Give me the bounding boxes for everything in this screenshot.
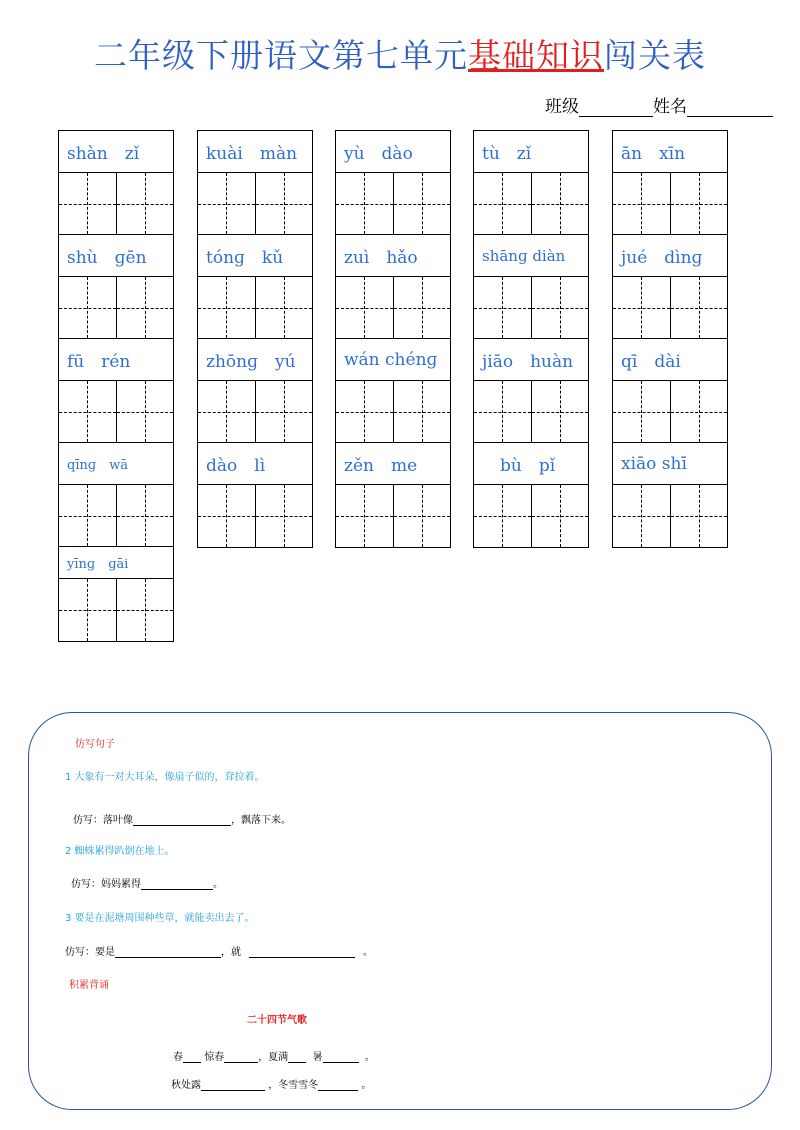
writing-grid[interactable]: [474, 277, 588, 339]
tianzige-cell[interactable]: [59, 579, 116, 641]
pinyin-label: yīnɡ ɡāi: [59, 547, 173, 579]
title-pre: 二年级下册语文第七单元: [94, 36, 468, 75]
writing-grid[interactable]: [336, 173, 450, 235]
name-blank[interactable]: [687, 98, 773, 117]
poem-1a: 春: [173, 1052, 183, 1063]
poem-line-2: [171, 1076, 371, 1091]
pinyin-label: qī dài: [613, 339, 727, 381]
tianzige-cell[interactable]: [531, 485, 589, 547]
pinyin-label: fū rén: [59, 339, 173, 381]
poem-blank[interactable]: [318, 1079, 358, 1091]
class-label: 班级: [545, 97, 579, 117]
writing-grid[interactable]: [336, 277, 450, 339]
answer-3: [65, 943, 373, 958]
writing-grid[interactable]: [336, 485, 450, 547]
poem-1d: 暑: [312, 1052, 323, 1063]
pinyin-label: wán chénɡ: [336, 339, 450, 381]
question-2: 2 蜘蛛累得趴倒在地上。: [65, 846, 175, 857]
tianzige-cell[interactable]: [255, 277, 313, 338]
tianzige-cell[interactable]: [59, 277, 116, 338]
tianzige-cell[interactable]: [393, 381, 451, 442]
tianzige-cell[interactable]: [670, 173, 728, 234]
pinyin-column-4: [473, 130, 589, 548]
answer-3-blank-2[interactable]: [249, 946, 355, 958]
answer-3-mid: ，就: [221, 947, 241, 958]
answer-2-prefix: 仿写：妈妈累得: [71, 879, 141, 890]
poem-title: 二十四节气歌: [247, 1015, 307, 1026]
tianzige-cell[interactable]: [613, 381, 670, 442]
answer-1-prefix: 仿写：落叶像: [73, 815, 133, 826]
tianzige-cell[interactable]: [474, 173, 531, 234]
pinyin-label: jué dìnɡ: [613, 235, 727, 277]
tianzige-cell[interactable]: [613, 277, 670, 338]
writing-grid[interactable]: [59, 485, 173, 547]
poem-2c: 。: [361, 1080, 372, 1091]
title-post: 闯关表: [604, 36, 706, 75]
poem-blank[interactable]: [288, 1051, 306, 1063]
question-3: 3 要是在泥塘周围种些草，就能卖出去了。: [65, 913, 255, 924]
pinyin-label: shānɡ diàn: [474, 235, 588, 277]
tianzige-cell[interactable]: [198, 173, 255, 234]
tianzige-cell[interactable]: [393, 277, 451, 338]
poem-1b: 惊春: [204, 1052, 225, 1063]
answer-2-suffix: 。: [213, 879, 223, 890]
tianzige-cell[interactable]: [336, 173, 393, 234]
writing-grid[interactable]: [613, 277, 727, 339]
writing-grid[interactable]: [198, 277, 312, 339]
pinyin-column-1: [58, 130, 174, 642]
tianzige-cell[interactable]: [59, 485, 116, 546]
tianzige-cell[interactable]: [198, 381, 255, 442]
tianzige-cell[interactable]: [474, 485, 531, 547]
answer-3-suffix: 。: [363, 947, 373, 958]
tianzige-cell[interactable]: [116, 485, 174, 546]
tianzige-cell[interactable]: [116, 579, 174, 641]
tianzige-cell[interactable]: [198, 277, 255, 338]
tianzige-cell[interactable]: [474, 277, 531, 338]
writing-grid[interactable]: [474, 173, 588, 235]
tianzige-cell[interactable]: [670, 381, 728, 442]
pinyin-column-2: [197, 130, 313, 548]
tianzige-cell[interactable]: [531, 381, 589, 442]
writing-grid[interactable]: [59, 579, 173, 641]
pinyin-label: tónɡ kǔ: [198, 235, 312, 277]
writing-grid[interactable]: [198, 381, 312, 443]
student-info: [545, 92, 773, 117]
poem-blank[interactable]: [224, 1051, 258, 1063]
tianzige-cell[interactable]: [59, 173, 116, 234]
question-1: 1 大象有一对大耳朵，像扇子似的，耷拉着。: [65, 772, 265, 783]
answer-2-blank[interactable]: [141, 878, 213, 890]
tianzige-cell[interactable]: [116, 381, 174, 442]
poem-blank[interactable]: [323, 1051, 359, 1063]
poem-line-1: [173, 1048, 375, 1063]
pinyin-label: ān xīn: [613, 131, 727, 173]
pinyin-label: dào lì: [198, 443, 312, 485]
answer-1-suffix: ，飘落下来。: [231, 815, 291, 826]
class-blank[interactable]: [579, 98, 653, 117]
section-imitate-title: 仿写句子: [75, 739, 115, 750]
poem-2a: 秋处露: [171, 1080, 201, 1091]
poem-1e: 。: [364, 1052, 375, 1063]
answer-2: [71, 875, 223, 890]
tianzige-cell[interactable]: [613, 485, 670, 547]
title-highlight: 基础知识: [468, 36, 604, 75]
pinyin-label: xiāo shī: [613, 443, 727, 485]
tianzige-cell[interactable]: [393, 485, 451, 547]
tianzige-cell[interactable]: [336, 277, 393, 338]
pinyin-label: zuì hǎo: [336, 235, 450, 277]
tianzige-cell[interactable]: [255, 173, 313, 234]
answer-3-prefix: 仿写：要是: [65, 947, 115, 958]
tianzige-cell[interactable]: [116, 173, 174, 234]
page-title: [0, 30, 800, 77]
pinyin-label: shàn zǐ: [59, 131, 173, 173]
pinyin-label: kuài màn: [198, 131, 312, 173]
writing-grid[interactable]: [198, 485, 312, 547]
tianzige-cell[interactable]: [198, 485, 255, 547]
poem-1c: ，夏满: [258, 1052, 289, 1063]
pinyin-label: jiāo huàn: [474, 339, 588, 381]
tianzige-cell[interactable]: [670, 277, 728, 338]
writing-grid[interactable]: [59, 277, 173, 339]
poem-blank[interactable]: [183, 1051, 201, 1063]
writing-grid[interactable]: [336, 381, 450, 443]
section-recite-title: 积累背诵: [69, 980, 109, 991]
pinyin-label: tù zǐ: [474, 131, 588, 173]
tianzige-cell[interactable]: [59, 381, 116, 442]
writing-grid[interactable]: [613, 485, 727, 547]
pinyin-label: zěn me: [336, 443, 450, 485]
tianzige-cell[interactable]: [336, 381, 393, 442]
pinyin-label: zhōnɡ yú: [198, 339, 312, 381]
tianzige-cell[interactable]: [613, 173, 670, 234]
writing-grid[interactable]: [59, 173, 173, 235]
poem-2b: ，冬雪雪冬: [268, 1080, 319, 1091]
tianzige-cell[interactable]: [255, 381, 313, 442]
pinyin-column-5: [612, 130, 728, 548]
exercise-box: [28, 712, 772, 1110]
tianzige-cell[interactable]: [531, 173, 589, 234]
tianzige-cell[interactable]: [474, 381, 531, 442]
writing-grid[interactable]: [474, 485, 588, 547]
pinyin-label: yù dào: [336, 131, 450, 173]
tianzige-cell[interactable]: [336, 485, 393, 547]
pinyin-column-3: [335, 130, 451, 548]
answer-1: [73, 811, 291, 826]
pinyin-label: bù pǐ: [474, 443, 588, 485]
tianzige-cell[interactable]: [670, 485, 728, 547]
pinyin-label: qīnɡ wā: [59, 443, 173, 485]
tianzige-cell[interactable]: [393, 173, 451, 234]
poem-blank[interactable]: [201, 1079, 265, 1091]
tianzige-cell[interactable]: [531, 277, 589, 338]
answer-3-blank-1[interactable]: [115, 946, 221, 958]
writing-grid[interactable]: [613, 173, 727, 235]
writing-grid[interactable]: [613, 381, 727, 443]
writing-grid[interactable]: [474, 381, 588, 443]
tianzige-cell[interactable]: [255, 485, 313, 547]
writing-grid[interactable]: [59, 381, 173, 443]
answer-1-blank[interactable]: [133, 814, 231, 826]
writing-grid[interactable]: [198, 173, 312, 235]
tianzige-cell[interactable]: [116, 277, 174, 338]
name-label: 姓名: [653, 97, 687, 117]
pinyin-label: shù ɡēn: [59, 235, 173, 277]
